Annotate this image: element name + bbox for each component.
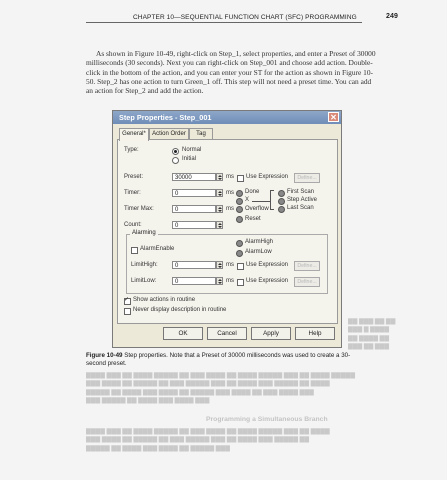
x-indicator bbox=[236, 198, 243, 205]
timer-label: Timer: bbox=[124, 190, 141, 196]
alarm-high-indicator bbox=[236, 240, 243, 247]
reset-indicator bbox=[236, 216, 243, 223]
limit-low-define-button[interactable]: Define... bbox=[294, 277, 320, 287]
count-input[interactable]: 0 bbox=[172, 221, 216, 229]
alarm-enable-checkbox[interactable] bbox=[131, 247, 138, 254]
close-icon[interactable]: ✕ bbox=[328, 112, 339, 122]
page-number: 249 bbox=[386, 13, 398, 20]
count-spinner[interactable] bbox=[216, 221, 223, 229]
running-header bbox=[133, 13, 398, 21]
step-active-label: Step Active bbox=[287, 197, 318, 203]
timermax-spinner[interactable] bbox=[216, 205, 223, 213]
bleed-through-right: ▇▇ ▇▇▇ ▇▇ ▇▇ ▇▇▇ ▇ ▇▇▇▇ ▇▇ ▇▇▇▇ ▇▇ ▇▇▇ ▇▇ ▇▇▇ bbox=[348, 318, 396, 351]
bleed-through-heading: Programming a Simultaneous Branch bbox=[206, 416, 328, 423]
status-bracket bbox=[270, 190, 274, 210]
limit-high-define-button[interactable]: Define... bbox=[294, 261, 320, 271]
alarm-low-indicator bbox=[236, 250, 243, 257]
limit-low-spinner[interactable] bbox=[216, 277, 223, 285]
chapter-title: CHAPTER 10—SEQUENTIAL FUNCTION CHART (SFC) PROGRAMMING bbox=[133, 14, 357, 21]
dialog-title: Step Properties - Step_001 bbox=[119, 113, 212, 122]
preset-label: Preset: bbox=[124, 174, 144, 180]
type-initial-radio[interactable] bbox=[172, 157, 179, 164]
ok-button[interactable]: OK bbox=[163, 327, 203, 340]
x-label: X bbox=[245, 197, 250, 203]
show-actions-label: Show actions in routine bbox=[133, 297, 196, 303]
type-initial-label: Initial bbox=[182, 156, 197, 162]
limit-high-use-expression-checkbox[interactable] bbox=[237, 263, 244, 270]
limit-low-use-expression-label: Use Expression bbox=[246, 278, 289, 284]
timermax-label: Timer Max: bbox=[124, 206, 154, 212]
last-scan-indicator bbox=[278, 206, 285, 213]
preset-use-expression-checkbox[interactable] bbox=[237, 175, 244, 182]
reset-label: Reset bbox=[245, 216, 261, 222]
tab-action-order[interactable]: Action Order bbox=[149, 128, 189, 140]
step-properties-dialog bbox=[112, 110, 342, 348]
preset-spinner[interactable] bbox=[216, 173, 223, 181]
limit-low-label: LimitLow: bbox=[131, 278, 157, 284]
caption-text: Step properties. Note that a Preset of 30000 milliseconds was used to create a 30-second preset. bbox=[86, 352, 351, 367]
figure-caption bbox=[86, 352, 366, 368]
alarming-label: Alarming bbox=[132, 230, 156, 236]
alarm-high-label: AlarmHigh bbox=[245, 239, 274, 245]
limit-high-spinner[interactable] bbox=[216, 261, 223, 269]
body-paragraph: As shown in Figure 10-49, right-click on Step_1, select properties, and enter a Preset of 30000 milliseconds (30 seconds). Next you can right-click on Step_001 and choose add action. Double-click in the bottom of the action, and you can enter your ST for the action as shown in Figure 10-50. Step_2 has one action to turn Green_1 off. This step will not need a preset time. You can add an action for Step_2 and add the action. bbox=[86, 49, 376, 96]
limit-low-use-expression-checkbox[interactable] bbox=[237, 279, 244, 286]
timermax-ms-unit: ms bbox=[226, 206, 234, 212]
never-display-label: Never display description in routine bbox=[133, 307, 227, 313]
timer-ms-unit: ms bbox=[226, 190, 234, 196]
first-scan-indicator bbox=[278, 190, 285, 197]
bleed-through-bottom: ▇▇▇▇ ▇▇▇ ▇▇ ▇▇▇▇ ▇▇▇▇▇ ▇▇ ▇▇▇ ▇▇▇▇ ▇▇ ▇▇▇▇ ▇▇▇▇▇ ▇▇▇ ▇▇ ▇▇▇▇ ▇▇▇ ▇▇▇▇ ▇▇ ▇▇▇▇▇ ▇▇ ▇▇▇ ▇▇▇▇▇ ▇▇▇ ▇▇ ▇▇▇▇ ▇▇▇ ▇▇▇▇▇ ▇▇ ▇▇▇▇▇ ▇▇ ▇▇▇▇ ▇▇▇ ▇▇▇▇ ▇▇ ▇▇▇▇▇ ▇▇▇ bbox=[86, 428, 330, 452]
tab-general[interactable]: General* bbox=[119, 128, 149, 141]
last-scan-label: Last Scan bbox=[287, 205, 314, 211]
first-scan-label: First Scan bbox=[287, 189, 315, 195]
limit-low-ms-unit: ms bbox=[226, 278, 234, 284]
preset-ms-unit: ms bbox=[226, 174, 234, 180]
dialog-titlebar[interactable] bbox=[113, 111, 341, 124]
limit-high-input[interactable]: 0 bbox=[172, 261, 216, 269]
preset-define-button[interactable]: Define... bbox=[294, 173, 320, 183]
preset-use-expression-label: Use Expression bbox=[246, 174, 289, 180]
type-normal-radio[interactable] bbox=[172, 148, 179, 155]
cancel-button[interactable]: Cancel bbox=[207, 327, 247, 340]
count-label: Count: bbox=[124, 222, 142, 228]
limit-high-use-expression-label: Use Expression bbox=[246, 262, 289, 268]
limit-high-label: LimitHigh: bbox=[131, 262, 158, 268]
alarm-low-label: AlarmLow bbox=[245, 249, 272, 255]
help-button[interactable]: Help bbox=[295, 327, 335, 340]
done-label: Done bbox=[245, 189, 260, 195]
overflow-indicator bbox=[236, 206, 243, 213]
timer-input[interactable]: 0 bbox=[172, 189, 216, 197]
limit-low-input[interactable]: 0 bbox=[172, 277, 216, 285]
done-indicator bbox=[236, 190, 243, 197]
step-active-indicator bbox=[278, 198, 285, 205]
tab-tag[interactable]: Tag bbox=[189, 128, 213, 140]
general-tab-panel bbox=[117, 139, 338, 324]
limit-high-ms-unit: ms bbox=[226, 262, 234, 268]
bleed-through-lower: ▇▇▇▇ ▇▇▇ ▇▇ ▇▇▇▇ ▇▇▇▇▇ ▇▇ ▇▇▇ ▇▇▇▇ ▇▇ ▇▇▇▇ ▇▇▇▇▇ ▇▇▇ ▇▇ ▇▇▇▇ ▇▇▇▇▇ ▇▇▇ ▇▇▇▇ ▇▇ ▇▇▇▇▇ ▇▇ ▇▇▇ ▇▇▇▇▇ ▇▇▇ ▇▇ ▇▇▇▇ ▇▇▇ ▇▇▇▇▇ ▇▇ ▇▇▇▇ ▇▇▇▇▇ ▇▇ ▇▇▇▇ ▇▇▇ ▇▇▇▇ ▇▇ ▇▇▇▇▇ ▇▇▇ ▇▇▇▇ ▇▇ ▇▇▇ ▇▇▇▇ ▇▇▇ ▇▇▇ ▇▇▇▇▇ ▇▇ ▇▇▇▇ ▇▇▇ ▇▇▇▇ ▇▇▇ bbox=[86, 372, 356, 405]
timer-spinner[interactable] bbox=[216, 189, 223, 197]
type-label: Type: bbox=[124, 147, 139, 153]
timermax-input[interactable]: 0 bbox=[172, 205, 216, 213]
overflow-label: Overflow bbox=[245, 206, 269, 212]
never-display-checkbox[interactable] bbox=[124, 308, 131, 315]
show-actions-checkbox[interactable] bbox=[124, 298, 131, 305]
apply-button[interactable]: Apply bbox=[251, 327, 291, 340]
preset-input[interactable]: 30000 bbox=[172, 173, 216, 181]
alarm-enable-label: AlarmEnable bbox=[140, 246, 175, 252]
x-connector-line bbox=[252, 201, 270, 202]
header-rule bbox=[86, 22, 362, 23]
caption-label: Figure 10-49 bbox=[86, 352, 123, 359]
type-normal-label: Normal bbox=[182, 147, 202, 153]
